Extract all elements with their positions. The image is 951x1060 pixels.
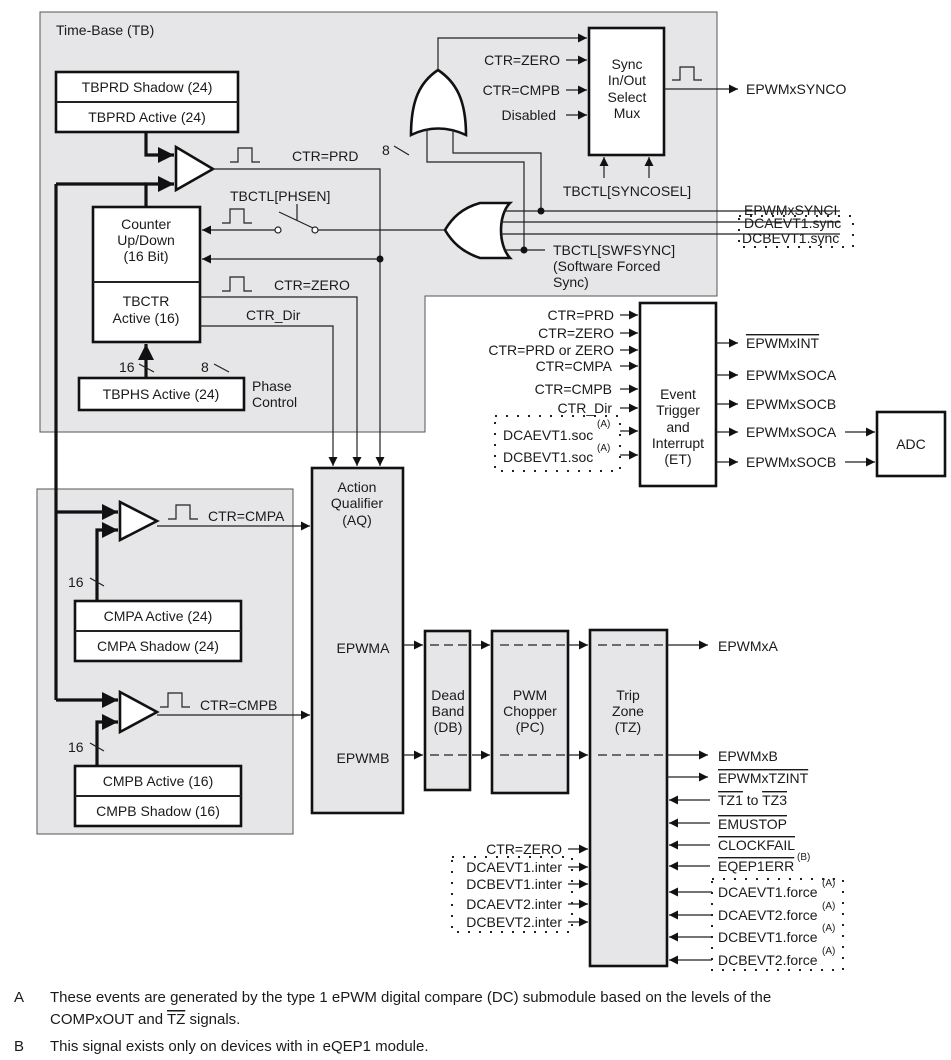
epwmb-label: EPWMB — [336, 750, 390, 766]
ctr-dir-label: CTR_Dir — [246, 307, 301, 323]
tbprd-register — [56, 72, 238, 132]
junction-dot — [521, 247, 528, 254]
epwmxa-label: EPWMxA — [718, 638, 778, 654]
bits-16-label: 16 — [68, 739, 84, 755]
aq-label: (AQ) — [342, 512, 372, 528]
tz-left-inputs — [452, 841, 588, 932]
force-label: DCAEVT2.force — [718, 907, 818, 923]
cmpb-active-label: CMPB Active (16) — [102, 773, 214, 789]
bits-16-label: 16 — [68, 574, 84, 590]
eqep1err-label: EQEP1ERR — [718, 858, 795, 874]
db-label: Dead — [431, 687, 465, 703]
et-input-label: DCAEVT1.soc — [503, 427, 594, 443]
dcbevt1-sync-label: DCBEVT1.sync — [742, 230, 840, 246]
bits-8-label: 8 — [382, 142, 390, 158]
phase-control-label: Control — [252, 394, 298, 410]
counter-block — [93, 207, 200, 342]
tz-right-inputs — [669, 792, 843, 970]
tz-input-label: CTR=ZERO — [486, 841, 562, 857]
tz-label: Trip — [616, 687, 640, 703]
epwmx-socb-label: EPWMxSOCB — [746, 454, 837, 470]
cmpa-register — [75, 601, 241, 661]
swfsync-label: (Software Forced — [553, 258, 661, 274]
tz1-to-tz3-label: TZ1 to TZ3 — [718, 792, 787, 808]
epwmx-soca-label: EPWMxSOCA — [746, 424, 837, 440]
tz-label: (TZ) — [614, 719, 642, 735]
dcaevt1-sync-label: DCAEVT1.sync — [744, 215, 842, 231]
bits-8-label: 8 — [201, 359, 209, 375]
note-b-label: B — [14, 1038, 25, 1055]
et-input-label: CTR_Dir — [557, 400, 612, 416]
tz-input-label: DCAEVT1.inter — [466, 859, 562, 875]
footnote-a-marker: (A) — [597, 443, 611, 454]
tbphs-label: TBPHS Active (24) — [102, 386, 220, 402]
et-outputs — [716, 335, 875, 470]
mux-input-label: CTR=CMPB — [482, 82, 560, 98]
tz-input-label: DCBEVT2.inter — [466, 914, 562, 930]
counter-label: Up/Down — [117, 232, 175, 248]
footnote-a-marker: (A) — [822, 878, 836, 889]
mux-input-label: CTR=ZERO — [484, 52, 560, 68]
et-label: Trigger — [656, 402, 700, 418]
junction-dot — [538, 208, 545, 215]
et-input-label: CTR=ZERO — [538, 325, 614, 341]
aq-label: Action — [337, 479, 377, 495]
footnote-b-marker: (B) — [797, 852, 811, 863]
time-base-title: Time-Base (TB) — [56, 22, 155, 38]
sync-mux-label: Select — [607, 89, 647, 105]
force-label: DCBEVT1.force — [718, 929, 818, 945]
ctr-cmpb-label: CTR=CMPB — [200, 697, 278, 713]
tbctr-label: TBCTR — [122, 293, 170, 309]
footnote-a-marker: (A) — [822, 923, 836, 934]
et-input-label: CTR=CMPA — [535, 358, 612, 374]
tbprd-shadow-label: TBPRD Shadow (24) — [81, 79, 213, 95]
tz-input-label: DCBEVT1.inter — [466, 876, 562, 892]
et-input-label: CTR=CMPB — [534, 381, 612, 397]
epwmx-soca-label: EPWMxSOCA — [746, 367, 837, 383]
tbprd-active-label: TBPRD Active (24) — [88, 109, 206, 125]
et-inputs — [488, 307, 638, 471]
force-label: DCBEVT2.force — [718, 952, 818, 968]
sync-mux-label: Sync — [611, 56, 643, 72]
aq-label: Qualifier — [330, 495, 384, 511]
adc-label: ADC — [896, 436, 926, 452]
db-label: Band — [431, 703, 465, 719]
trip-zone-block — [590, 630, 667, 966]
tz-label: Zone — [612, 703, 644, 719]
et-input-label: DCBEVT1.soc — [503, 449, 594, 465]
clockfail-label: CLOCKFAIL — [718, 837, 796, 853]
footnote-a-marker: (A) — [822, 901, 836, 912]
db-label: (DB) — [433, 719, 463, 735]
cmpa-active-label: CMPA Active (24) — [103, 608, 213, 624]
et-label: Interrupt — [651, 435, 705, 451]
et-input-label: CTR=PRD — [547, 307, 614, 323]
tz-input-label: DCAEVT2.inter — [466, 896, 562, 912]
counter-label: Counter — [121, 216, 171, 232]
syncosel-label: TBCTL[SYNCOSEL] — [562, 183, 692, 199]
tbctl-phsen-label: TBCTL[PHSEN] — [230, 188, 331, 204]
footnote-a-marker: (A) — [822, 946, 836, 957]
counter-label: (16 Bit) — [123, 248, 169, 264]
pc-label: Chopper — [503, 703, 557, 719]
ctr-zero-label: CTR=ZERO — [274, 277, 350, 293]
mux-input-label: Disabled — [501, 107, 556, 123]
note-b-text: This signal exists only on devices with in eQEP1 module. — [50, 1038, 429, 1055]
emustop-label: EMUSTOP — [718, 816, 787, 832]
cmpa-shadow-label: CMPA Shadow (24) — [97, 638, 219, 654]
tbctr-label: Active (16) — [112, 310, 180, 326]
epwmxb-label: EPWMxB — [718, 748, 778, 764]
epwmx-synco-label: EPWMxSYNCO — [746, 81, 847, 97]
bits-16-label: 16 — [119, 359, 135, 375]
epwmx-synci-label: EPWMxSYNCI — [744, 202, 838, 218]
switch-contact — [275, 227, 281, 233]
pc-label: PWM — [512, 687, 548, 703]
sync-mux-label: Mux — [613, 105, 641, 121]
phase-control-label: Phase — [252, 378, 292, 394]
note-a-text: These events are generated by the type 1 ePWM digital compare (DC) submodule based on the levels of the — [50, 989, 772, 1006]
note-a-label: A — [14, 989, 25, 1006]
et-label: and — [666, 419, 690, 435]
swfsync-label: Sync) — [553, 274, 589, 290]
force-label: DCAEVT1.force — [718, 884, 818, 900]
ctr-prd-label: CTR=PRD — [292, 148, 359, 164]
et-input-label: CTR=PRD or ZERO — [488, 342, 614, 358]
cmpb-register — [75, 766, 241, 826]
footnote-a-marker: (A) — [597, 419, 611, 430]
ctr-cmpa-label: CTR=CMPA — [208, 508, 285, 524]
cmpb-shadow-label: CMPB Shadow (16) — [96, 803, 220, 819]
swfsync-label: TBCTL[SWFSYNC] — [553, 242, 676, 258]
epwma-label: EPWMA — [336, 640, 390, 656]
epwmx-int-label: EPWMxINT — [746, 335, 820, 351]
note-a-text: COMPxOUT and TZ signals. — [50, 1011, 241, 1028]
et-label: (ET) — [664, 451, 692, 467]
sync-mux-label: In/Out — [607, 72, 647, 88]
pc-label: (PC) — [515, 719, 545, 735]
epwmx-socb-label: EPWMxSOCB — [746, 396, 837, 412]
epwmx-tzint-label: EPWMxTZINT — [718, 770, 809, 786]
et-label: Event — [660, 386, 696, 402]
